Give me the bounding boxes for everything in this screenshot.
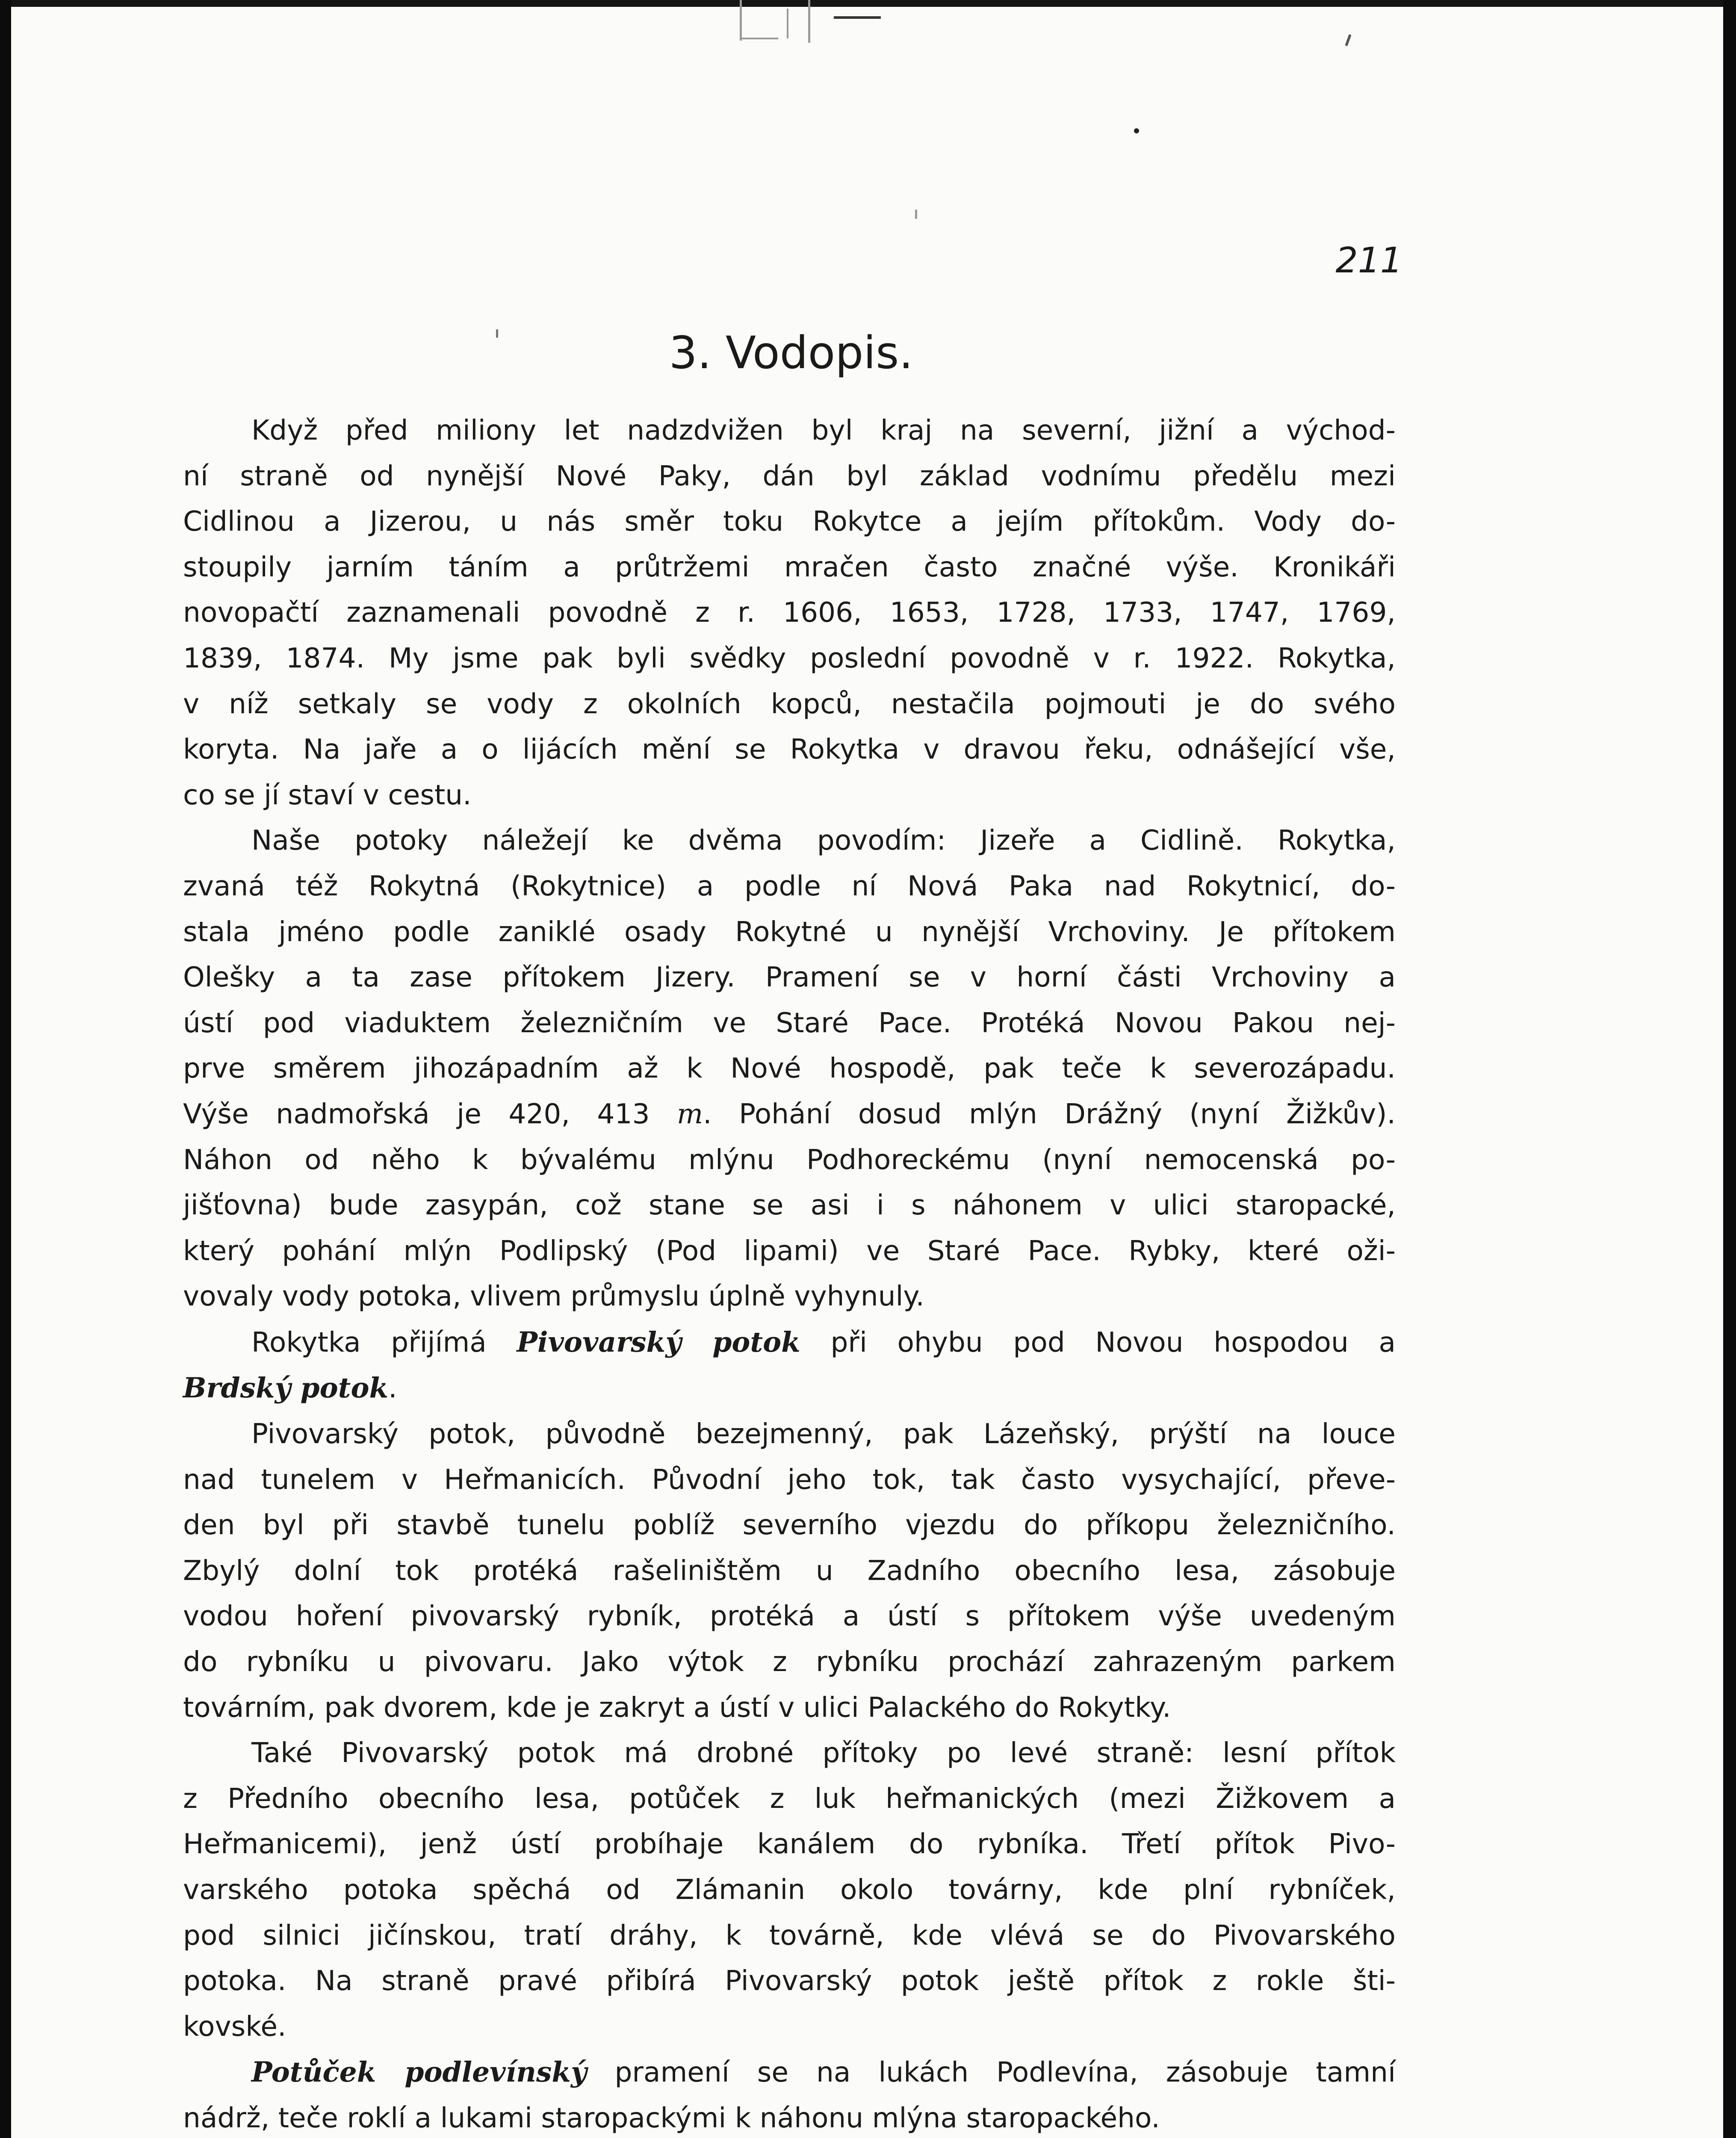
scan-speck [1345,34,1351,46]
body-text [183,408,1396,2138]
paragraph-pivovarsky [183,1412,1396,1730]
stream-name: Brdský potok [183,1372,389,1405]
stream-name: Potůček podlevínský [251,2056,587,2089]
text-line: kovské. [183,2010,286,2043]
text-line: který pohání mlýn Podlipský (Pod lipami) ve Staré Pace. Rybky, které oži- [183,1234,1396,1267]
text-line: 1839, 1874. My jsme pak byli svědky poslední povodně v r. 1922. Rokytka, [183,642,1396,674]
scan-edge-right [1723,0,1736,2138]
text-line: jišťovna) bude zasypán, což stane se asi i s náhonem v ulici staropacké, [183,1189,1396,1222]
text-line: vodou hoření pivovarský rybník, protéká a ústí s přítokem výše uvedeným [183,1600,1396,1633]
scan-speck [915,210,917,219]
text-line: stoupily jarním táním a průtržemi mračen často značné výše. Kronikáři [183,551,1396,583]
paragraph-rokytka [183,818,1396,1320]
section-heading: 3. Vodopis. [669,327,913,379]
text-line [183,2049,1396,2096]
text-line: stala jméno podle zaniklé osady Rokytné u nynější Vrchoviny. Je přítokem [183,915,1396,948]
mill-text: . Pohání dosud mlýn Drážný (nyní Žižkův). [703,1098,1396,1130]
text-line: Zbylý dolní tok protéká rašeliništěm u Zadního obecního lesa, zásobuje [183,1554,1396,1587]
text-line [183,1365,1396,1412]
text-line: v níž setkaly se vody z okolních kopců, nestačila pojmouti je do svého [183,688,1396,720]
text-line: novopačtí zaznamenali povodně z r. 1606, 1653, 1728, 1733, 1747, 1769, [183,597,1396,629]
text-line: Také Pivovarský potok má drobné přítoky po levé straně: lesní přítok [251,1737,1396,1769]
paragraph-intro [183,408,1396,818]
altitude-text: Výše nadmořská je 420, 413 [183,1098,677,1130]
altitude-unit: m [676,1098,703,1130]
text-line: zvaná též Rokytná (Rokytnice) a podle ní Nová Paka nad Rokytnicí, do- [183,870,1396,902]
text-line: vovaly vody potoka, vlivem průmyslu úplně vyhynuly. [183,1280,924,1313]
text-segment: při ohybu pod Novou hospodou a [800,1326,1396,1358]
text-line-altitude [183,1092,1396,1137]
scan-speck [1134,128,1139,133]
text-line: prve směrem jihozápadním až k Nové hospodě, pak teče k severozápadu. [183,1052,1396,1085]
text-segment: . [388,1372,397,1405]
text-line: nádrž, teče roklí a lukami staropackými k náhonu mlýna staropackého. [183,2102,1160,2134]
text-line: Heřmanicemi), jenž ústí probíhaje kanálem do rybníka. Třetí přítok Pivo- [183,1828,1396,1860]
text-line: co se jí staví v cestu. [183,779,472,811]
text-line: Pivovarský potok, původně bezejmenný, pak Lázeňský, prýští na louce [251,1418,1396,1450]
paragraph-tributaries [183,1320,1396,1412]
text-segment: pramení se na lukách Podlevína, zásobuje tamní [587,2056,1396,2089]
text-line: Cidlinou a Jizerou, u nás směr toku Rokytce a jejím přítokům. Vody do- [183,505,1396,538]
text-line: Olešky a ta zase přítokem Jizery. Pramení se v horní části Vrchoviny a [183,961,1396,994]
binding-mark [735,0,881,47]
text-line: den byl při stavbě tunelu poblíž severního vjezdu do příkopu železničního. [183,1509,1396,1541]
text-line: ní straně od nynější Nové Paky, dán byl základ vodnímu předělu mezi [183,460,1396,492]
text-line: do rybníku u pivovaru. Jako výtok z rybníku prochází zahrazeným parkem [183,1646,1396,1678]
text-line [183,1320,1396,1366]
text-line: nad tunelem v Heřmanicích. Původní jeho tok, tak často vysychající, převe- [183,1463,1396,1496]
paragraph-pivovarsky-tributaries [183,1730,1396,2049]
paragraph-podlevinsky [183,2049,1396,2138]
stream-name: Pivovarský potok [517,1326,800,1358]
text-line: Když před miliony let nadzdvižen byl kraj na severní, jižní a východ- [251,414,1396,446]
page-number: 211 [1335,240,1402,281]
scan-edge-left [0,0,11,2138]
text-line: z Předního obecního lesa, potůček z luk heřmanických (mezi Žižkovem a [183,1782,1396,1815]
text-segment: Rokytka přijímá [251,1326,517,1358]
text-line: továrním, pak dvorem, kde je zakryt a ústí v ulici Palackého do Rokytky. [183,1691,1171,1724]
text-line: Náhon od něho k bývalému mlýnu Podhoreckému (nyní nemocenská po- [183,1143,1396,1176]
text-line: pod silnici jičínskou, tratí dráhy, k továrně, kde vlévá se do Pivovarského [183,1919,1396,1952]
text-line: varského potoka spěchá od Zlámanin okolo továrny, kde plní rybníček, [183,1874,1396,1906]
text-line: Naše potoky náležejí ke dvěma povodím: Jizeře a Cidlině. Rokytka, [251,824,1396,857]
text-line: ústí pod viaduktem železničním ve Staré Pace. Protéká Novou Pakou nej- [183,1007,1396,1039]
text-line: koryta. Na jaře a o lijácích mění se Rokytka v dravou řeku, odnášející vše, [183,733,1396,766]
text-line: potoka. Na straně pravé přibírá Pivovarský potok ještě přítok z rokle šti- [183,1965,1396,1997]
